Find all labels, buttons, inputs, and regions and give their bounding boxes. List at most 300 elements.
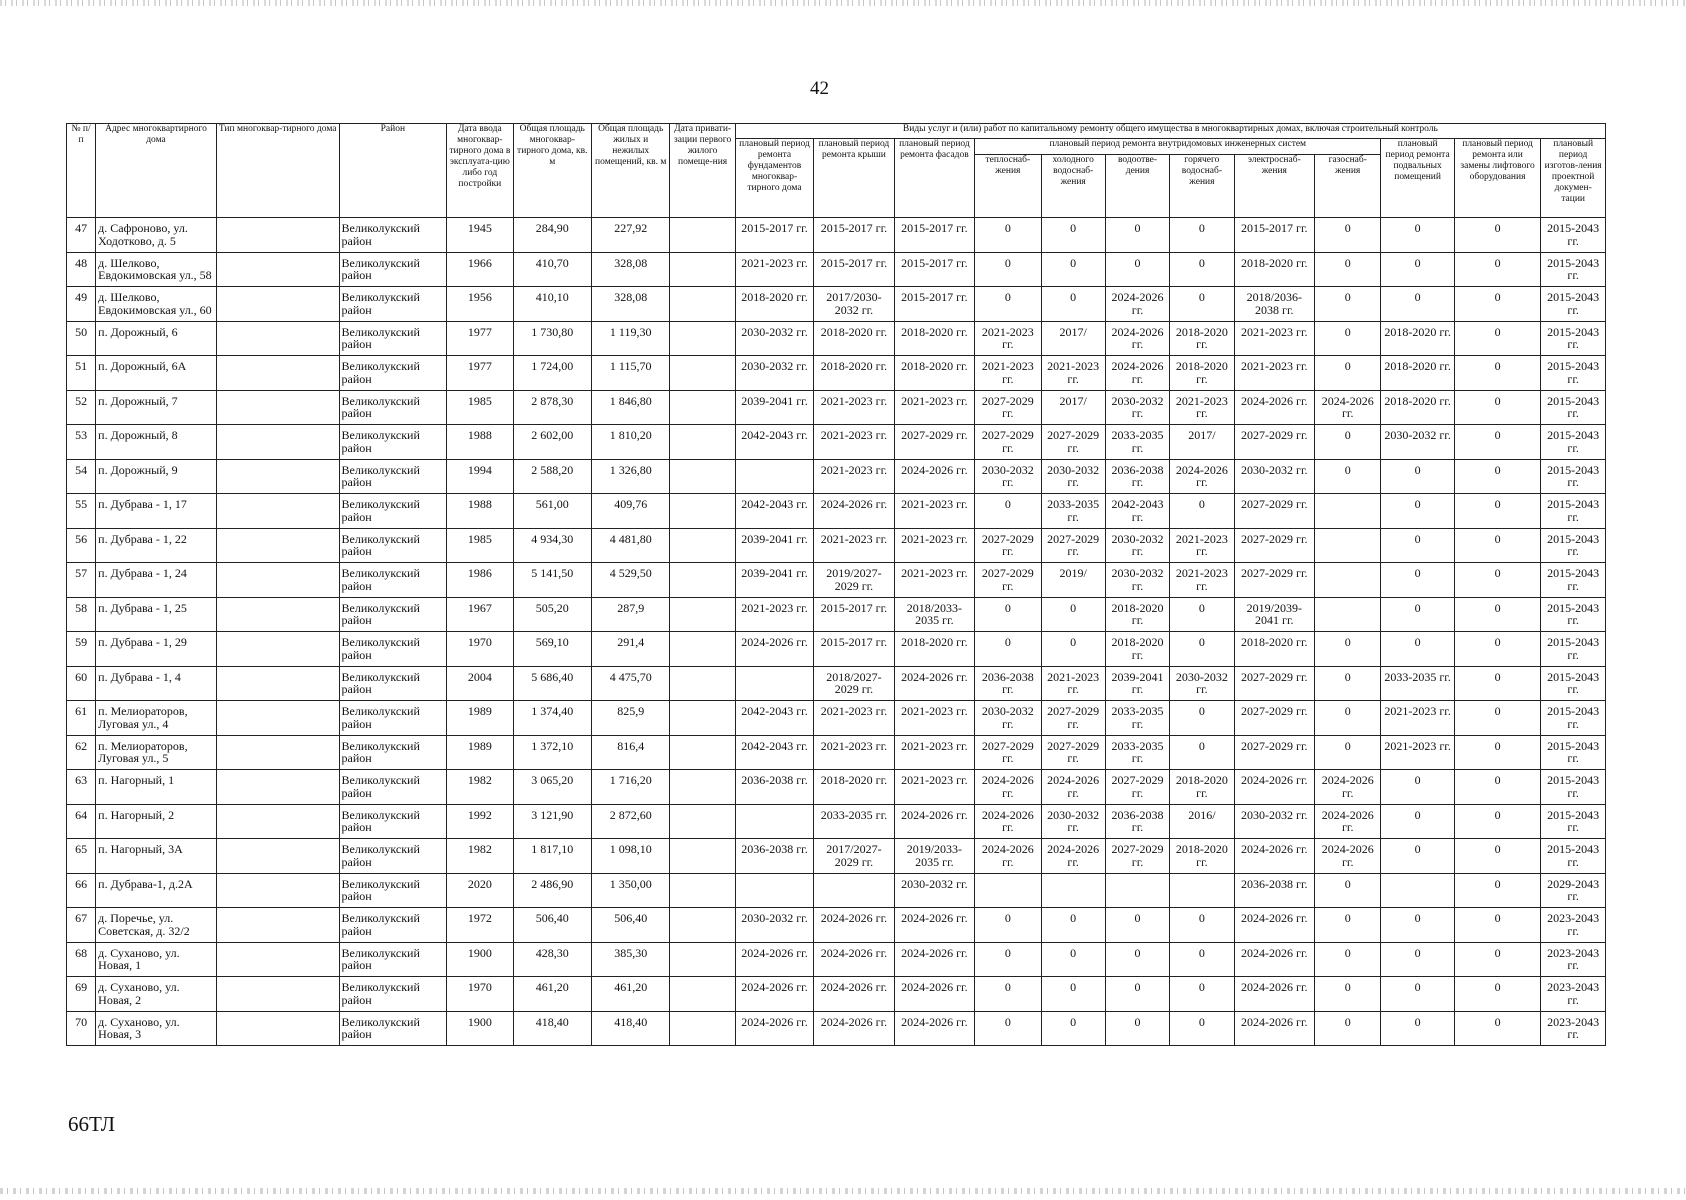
- row-basement: 0: [1381, 632, 1454, 667]
- row-basement: 2021-2023 гг.: [1381, 701, 1454, 736]
- row-cold-water: 0: [1041, 597, 1105, 632]
- row-total-area: 3 121,90: [513, 804, 591, 839]
- header-district: Район: [339, 124, 447, 218]
- row-heat-supply: 2027-2029 гг.: [975, 425, 1041, 460]
- row-elevator: 0: [1454, 356, 1540, 391]
- row-privatization: [670, 942, 735, 977]
- row-foundation: 2042-2043 гг.: [735, 701, 813, 736]
- row-num: 61: [67, 701, 96, 736]
- row-gas: 0: [1315, 666, 1381, 701]
- row-gas: 0: [1315, 218, 1381, 253]
- row-total-area: 284,90: [513, 218, 591, 253]
- row-design-docs: 2015-2043 гг.: [1541, 597, 1606, 632]
- row-house-type: [216, 252, 339, 287]
- table-row: [67, 494, 1606, 529]
- row-living-area: 287,9: [591, 597, 669, 632]
- row-electric: 2027-2029 гг.: [1234, 425, 1314, 460]
- table-row: [67, 666, 1606, 701]
- row-hot-water: 0: [1170, 632, 1234, 667]
- row-elevator: 0: [1454, 287, 1540, 322]
- row-hot-water: 0: [1170, 1011, 1234, 1046]
- row-hot-water: 2030-2032 гг.: [1170, 666, 1234, 701]
- row-facade: 2021-2023 гг.: [894, 390, 974, 425]
- table-row: [67, 977, 1606, 1012]
- row-design-docs: 2015-2043 гг.: [1541, 735, 1606, 770]
- row-foundation: 2021-2023 гг.: [735, 252, 813, 287]
- row-living-area: 1 119,30: [591, 321, 669, 356]
- row-design-docs: 2015-2043 гг.: [1541, 804, 1606, 839]
- row-house-type: [216, 528, 339, 563]
- row-electric: 2024-2026 гг.: [1234, 908, 1314, 943]
- header-elevator: плановый период ремонта или замены лифтового оборудования: [1454, 139, 1540, 218]
- row-privatization: [670, 563, 735, 598]
- row-roof: 2024-2026 гг.: [814, 908, 894, 943]
- row-foundation: 2042-2043 гг.: [735, 425, 813, 460]
- row-district: Великолукский район: [339, 321, 447, 356]
- row-heat-supply: 0: [975, 287, 1041, 322]
- row-year: 1956: [447, 287, 513, 322]
- row-heat-supply: 2021-2023 гг.: [975, 321, 1041, 356]
- row-privatization: [670, 977, 735, 1012]
- row-gas: 0: [1315, 873, 1381, 908]
- row-district: Великолукский район: [339, 218, 447, 253]
- row-year: 1970: [447, 977, 513, 1012]
- row-facade: 2021-2023 гг.: [894, 701, 974, 736]
- row-design-docs: 2015-2043 гг.: [1541, 218, 1606, 253]
- row-heat-supply: 2027-2029 гг.: [975, 735, 1041, 770]
- row-address: д. Сафроново, ул. Ходотково, д. 5: [96, 218, 217, 253]
- row-gas: 2024-2026 гг.: [1315, 390, 1381, 425]
- row-drainage: 2033-2035 гг.: [1105, 425, 1169, 460]
- row-num: 58: [67, 597, 96, 632]
- row-house-type: [216, 804, 339, 839]
- row-heat-supply: 2030-2032 гг.: [975, 701, 1041, 736]
- row-district: Великолукский район: [339, 701, 447, 736]
- row-year: 1945: [447, 218, 513, 253]
- row-address: п. Дорожный, 6: [96, 321, 217, 356]
- row-electric: 2019/2039-2041 гг.: [1234, 597, 1314, 632]
- row-elevator: 0: [1454, 252, 1540, 287]
- row-address: п. Дубрава - 1, 25: [96, 597, 217, 632]
- row-design-docs: 2015-2043 гг.: [1541, 701, 1606, 736]
- row-drainage: 2024-2026 гг.: [1105, 321, 1169, 356]
- row-electric: 2027-2029 гг.: [1234, 666, 1314, 701]
- row-address: п. Дорожный, 8: [96, 425, 217, 460]
- row-gas: 2024-2026 гг.: [1315, 839, 1381, 874]
- row-elevator: 0: [1454, 218, 1540, 253]
- row-privatization: [670, 356, 735, 391]
- row-privatization: [670, 218, 735, 253]
- row-drainage: 0: [1105, 977, 1169, 1012]
- row-elevator: 0: [1454, 666, 1540, 701]
- row-basement: 0: [1381, 942, 1454, 977]
- header-num: № п/п: [67, 124, 96, 218]
- row-num: 47: [67, 218, 96, 253]
- row-house-type: [216, 597, 339, 632]
- row-design-docs: 2015-2043 гг.: [1541, 666, 1606, 701]
- row-privatization: [670, 666, 735, 701]
- row-house-type: [216, 666, 339, 701]
- row-district: Великолукский район: [339, 494, 447, 529]
- header-privatization: Дата привати-зации первого жилого помеще-ния: [670, 124, 735, 218]
- table-row: [67, 287, 1606, 322]
- row-basement: 0: [1381, 287, 1454, 322]
- row-num: 59: [67, 632, 96, 667]
- row-facade: 2019/2033-2035 гг.: [894, 839, 974, 874]
- row-gas: 2024-2026 гг.: [1315, 804, 1381, 839]
- row-basement: 2018-2020 гг.: [1381, 390, 1454, 425]
- row-privatization: [670, 908, 735, 943]
- row-facade: 2018/2033-2035 гг.: [894, 597, 974, 632]
- row-address: п. Дубрава - 1, 29: [96, 632, 217, 667]
- row-foundation: 2036-2038 гг.: [735, 839, 813, 874]
- table-row: [67, 218, 1606, 253]
- row-electric: 2024-2026 гг.: [1234, 839, 1314, 874]
- row-roof: 2015-2017 гг.: [814, 632, 894, 667]
- row-elevator: 0: [1454, 1011, 1540, 1046]
- row-elevator: 0: [1454, 942, 1540, 977]
- row-hot-water: 0: [1170, 597, 1234, 632]
- row-gas: 0: [1315, 321, 1381, 356]
- row-district: Великолукский район: [339, 528, 447, 563]
- header-cold-water: холодного водоснаб-жения: [1041, 155, 1105, 218]
- row-house-type: [216, 425, 339, 460]
- row-year: 1985: [447, 390, 513, 425]
- row-num: 51: [67, 356, 96, 391]
- row-foundation: [735, 459, 813, 494]
- row-num: 55: [67, 494, 96, 529]
- row-year: 1982: [447, 839, 513, 874]
- row-roof: 2021-2023 гг.: [814, 390, 894, 425]
- row-living-area: 328,08: [591, 287, 669, 322]
- row-hot-water: 2024-2026 гг.: [1170, 459, 1234, 494]
- row-electric: 2027-2029 гг.: [1234, 563, 1314, 598]
- row-elevator: 0: [1454, 977, 1540, 1012]
- row-facade: 2024-2026 гг.: [894, 666, 974, 701]
- row-drainage: 0: [1105, 218, 1169, 253]
- row-roof: 2015-2017 гг.: [814, 597, 894, 632]
- row-total-area: 506,40: [513, 908, 591, 943]
- row-heat-supply: 2030-2032 гг.: [975, 459, 1041, 494]
- row-cold-water: 2030-2032 гг.: [1041, 804, 1105, 839]
- row-basement: 0: [1381, 597, 1454, 632]
- row-total-area: 2 602,00: [513, 425, 591, 460]
- row-house-type: [216, 873, 339, 908]
- row-design-docs: 2015-2043 гг.: [1541, 356, 1606, 391]
- row-facade: 2024-2026 гг.: [894, 908, 974, 943]
- table-row: [67, 632, 1606, 667]
- row-year: 1900: [447, 942, 513, 977]
- row-foundation: 2015-2017 гг.: [735, 218, 813, 253]
- row-total-area: 1 817,10: [513, 839, 591, 874]
- row-privatization: [670, 459, 735, 494]
- row-basement: 0: [1381, 1011, 1454, 1046]
- row-hot-water: 0: [1170, 701, 1234, 736]
- table-body: [67, 218, 1606, 1046]
- row-cold-water: 0: [1041, 218, 1105, 253]
- row-elevator: 0: [1454, 701, 1540, 736]
- row-year: 1989: [447, 701, 513, 736]
- row-num: 62: [67, 735, 96, 770]
- row-basement: 2018-2020 гг.: [1381, 321, 1454, 356]
- row-address: п. Мелиораторов, Луговая ул., 5: [96, 735, 217, 770]
- row-total-area: 410,70: [513, 252, 591, 287]
- row-privatization: [670, 701, 735, 736]
- row-num: 49: [67, 287, 96, 322]
- row-basement: 2030-2032 гг.: [1381, 425, 1454, 460]
- row-elevator: 0: [1454, 494, 1540, 529]
- row-house-type: [216, 735, 339, 770]
- row-year: 1986: [447, 563, 513, 598]
- row-drainage: 2030-2032 гг.: [1105, 563, 1169, 598]
- table-row: [67, 252, 1606, 287]
- row-year: 1966: [447, 252, 513, 287]
- page-number: 42: [810, 78, 829, 99]
- row-num: 57: [67, 563, 96, 598]
- row-living-area: 1 115,70: [591, 356, 669, 391]
- row-basement: 0: [1381, 494, 1454, 529]
- row-address: д. Шелково, Евдокимовская ул., 58: [96, 252, 217, 287]
- row-drainage: 2042-2043 гг.: [1105, 494, 1169, 529]
- row-drainage: 2027-2029 гг.: [1105, 839, 1169, 874]
- row-heat-supply: 0: [975, 252, 1041, 287]
- row-hot-water: 2021-2023 гг.: [1170, 390, 1234, 425]
- table-row: [67, 563, 1606, 598]
- row-drainage: 2027-2029 гг.: [1105, 770, 1169, 805]
- row-facade: 2021-2023 гг.: [894, 735, 974, 770]
- row-elevator: 0: [1454, 528, 1540, 563]
- table-row: [67, 356, 1606, 391]
- row-total-area: 418,40: [513, 1011, 591, 1046]
- row-cold-water: 2019/: [1041, 563, 1105, 598]
- row-num: 48: [67, 252, 96, 287]
- row-electric: 2027-2029 гг.: [1234, 701, 1314, 736]
- row-foundation: 2021-2023 гг.: [735, 597, 813, 632]
- row-district: Великолукский район: [339, 735, 447, 770]
- row-heat-supply: 2024-2026 гг.: [975, 770, 1041, 805]
- row-gas: 0: [1315, 287, 1381, 322]
- row-hot-water: 2017/: [1170, 425, 1234, 460]
- header-basement: плановый период ремонта подвальных помещений: [1381, 139, 1454, 218]
- row-foundation: 2039-2041 гг.: [735, 390, 813, 425]
- row-design-docs: 2015-2043 гг.: [1541, 528, 1606, 563]
- row-living-area: 816,4: [591, 735, 669, 770]
- row-num: 54: [67, 459, 96, 494]
- row-foundation: 2039-2041 гг.: [735, 528, 813, 563]
- row-gas: 0: [1315, 632, 1381, 667]
- row-total-area: 5 686,40: [513, 666, 591, 701]
- row-roof: 2018-2020 гг.: [814, 770, 894, 805]
- row-basement: 0: [1381, 528, 1454, 563]
- row-gas: 2024-2026 гг.: [1315, 770, 1381, 805]
- row-electric: 2018-2020 гг.: [1234, 632, 1314, 667]
- header-year: Дата ввода многоквар-тирного дома в эксплуата-цию либо год постройки: [447, 124, 513, 218]
- row-electric: 2015-2017 гг.: [1234, 218, 1314, 253]
- row-privatization: [670, 321, 735, 356]
- row-num: 63: [67, 770, 96, 805]
- row-hot-water: 0: [1170, 942, 1234, 977]
- row-basement: 0: [1381, 804, 1454, 839]
- row-living-area: 1 326,80: [591, 459, 669, 494]
- row-cold-water: 2027-2029 гг.: [1041, 425, 1105, 460]
- header-electric: электроснаб-жения: [1234, 155, 1314, 218]
- row-heat-supply: 0: [975, 977, 1041, 1012]
- row-address: д. Суханово, ул. Новая, 1: [96, 942, 217, 977]
- row-year: 1988: [447, 425, 513, 460]
- row-privatization: [670, 1011, 735, 1046]
- row-cold-water: 2021-2023 гг.: [1041, 356, 1105, 391]
- row-foundation: 2030-2032 гг.: [735, 908, 813, 943]
- row-cold-water: [1041, 873, 1105, 908]
- row-roof: 2018-2020 гг.: [814, 321, 894, 356]
- row-drainage: 2024-2026 гг.: [1105, 356, 1169, 391]
- table-header: [67, 124, 1606, 218]
- row-design-docs: 2015-2043 гг.: [1541, 287, 1606, 322]
- row-electric: 2024-2026 гг.: [1234, 942, 1314, 977]
- row-elevator: 0: [1454, 770, 1540, 805]
- row-heat-supply: 2021-2023 гг.: [975, 356, 1041, 391]
- row-elevator: 0: [1454, 839, 1540, 874]
- row-foundation: 2024-2026 гг.: [735, 1011, 813, 1046]
- row-basement: 0: [1381, 770, 1454, 805]
- row-heat-supply: 2027-2029 гг.: [975, 563, 1041, 598]
- row-address: п. Нагорный, 1: [96, 770, 217, 805]
- header-systems-group: плановый период ремонта внутридомовых инженерных систем: [975, 139, 1381, 155]
- row-district: Великолукский район: [339, 942, 447, 977]
- header-total-area: Общая площадь многоквар-тирного дома, кв. м: [513, 124, 591, 218]
- row-drainage: 2030-2032 гг.: [1105, 390, 1169, 425]
- row-house-type: [216, 459, 339, 494]
- table-row: [67, 942, 1606, 977]
- row-address: п. Дубрава - 1, 17: [96, 494, 217, 529]
- row-living-area: 4 529,50: [591, 563, 669, 598]
- row-house-type: [216, 356, 339, 391]
- row-drainage: 0: [1105, 1011, 1169, 1046]
- row-foundation: 2024-2026 гг.: [735, 942, 813, 977]
- row-basement: 0: [1381, 218, 1454, 253]
- row-year: 1977: [447, 356, 513, 391]
- row-privatization: [670, 287, 735, 322]
- row-hot-water: 2018-2020 гг.: [1170, 770, 1234, 805]
- row-facade: 2018-2020 гг.: [894, 321, 974, 356]
- row-roof: 2021-2023 гг.: [814, 735, 894, 770]
- row-roof: 2024-2026 гг.: [814, 1011, 894, 1046]
- row-cold-water: 0: [1041, 942, 1105, 977]
- header-drainage: водоотве-дения: [1105, 155, 1169, 218]
- header-hot-water: горячего водоснаб-жения: [1170, 155, 1234, 218]
- header-foundation: плановый период ремонта фундаментов многоквар-тирного дома: [735, 139, 813, 218]
- row-house-type: [216, 632, 339, 667]
- row-total-area: 461,20: [513, 977, 591, 1012]
- row-house-type: [216, 218, 339, 253]
- row-living-area: 1 716,20: [591, 770, 669, 805]
- row-cold-water: 2024-2026 гг.: [1041, 839, 1105, 874]
- row-num: 60: [67, 666, 96, 701]
- row-gas: 0: [1315, 459, 1381, 494]
- row-elevator: 0: [1454, 908, 1540, 943]
- row-cold-water: 2024-2026 гг.: [1041, 770, 1105, 805]
- row-foundation: [735, 666, 813, 701]
- scan-artifact-top: [0, 0, 1686, 6]
- row-address: д. Суханово, ул. Новая, 2: [96, 977, 217, 1012]
- row-facade: 2024-2026 гг.: [894, 1011, 974, 1046]
- row-design-docs: 2015-2043 гг.: [1541, 632, 1606, 667]
- row-elevator: 0: [1454, 597, 1540, 632]
- row-address: п. Дорожный, 7: [96, 390, 217, 425]
- row-privatization: [670, 839, 735, 874]
- row-facade: 2024-2026 гг.: [894, 942, 974, 977]
- row-roof: 2021-2023 гг.: [814, 701, 894, 736]
- row-facade: 2030-2032 гг.: [894, 873, 974, 908]
- header-design-docs: плановый период изготов-ления проектной докумен-тации: [1541, 139, 1606, 218]
- row-drainage: [1105, 873, 1169, 908]
- row-cold-water: 0: [1041, 977, 1105, 1012]
- row-facade: 2015-2017 гг.: [894, 252, 974, 287]
- row-district: Великолукский район: [339, 770, 447, 805]
- table-row: [67, 321, 1606, 356]
- row-total-area: 410,10: [513, 287, 591, 322]
- row-living-area: 1 846,80: [591, 390, 669, 425]
- row-privatization: [670, 873, 735, 908]
- row-district: Великолукский район: [339, 563, 447, 598]
- row-roof: [814, 873, 894, 908]
- row-foundation: 2030-2032 гг.: [735, 356, 813, 391]
- row-living-area: 1 810,20: [591, 425, 669, 460]
- row-year: 2020: [447, 873, 513, 908]
- row-elevator: 0: [1454, 632, 1540, 667]
- row-hot-water: 2018-2020 гг.: [1170, 321, 1234, 356]
- row-living-area: 2 872,60: [591, 804, 669, 839]
- row-design-docs: 2015-2043 гг.: [1541, 770, 1606, 805]
- row-heat-supply: 2036-2038 гг.: [975, 666, 1041, 701]
- row-year: 1900: [447, 1011, 513, 1046]
- row-roof: 2024-2026 гг.: [814, 977, 894, 1012]
- row-privatization: [670, 735, 735, 770]
- row-gas: 0: [1315, 1011, 1381, 1046]
- row-electric: 2030-2032 гг.: [1234, 804, 1314, 839]
- row-facade: 2024-2026 гг.: [894, 459, 974, 494]
- row-cold-water: 2027-2029 гг.: [1041, 528, 1105, 563]
- row-privatization: [670, 528, 735, 563]
- row-design-docs: 2015-2043 гг.: [1541, 425, 1606, 460]
- row-living-area: 227,92: [591, 218, 669, 253]
- row-district: Великолукский район: [339, 666, 447, 701]
- row-year: 1992: [447, 804, 513, 839]
- row-roof: 2017/2030-2032 гг.: [814, 287, 894, 322]
- row-year: 1988: [447, 494, 513, 529]
- row-electric: 2021-2023 гг.: [1234, 321, 1314, 356]
- row-drainage: 2033-2035 гг.: [1105, 701, 1169, 736]
- row-num: 56: [67, 528, 96, 563]
- row-total-area: 1 372,10: [513, 735, 591, 770]
- row-living-area: 385,30: [591, 942, 669, 977]
- table-row: [67, 1011, 1606, 1046]
- row-address: п. Дубрава-1, д.2А: [96, 873, 217, 908]
- row-electric: 2021-2023 гг.: [1234, 356, 1314, 391]
- row-foundation: [735, 804, 813, 839]
- table-row: [67, 425, 1606, 460]
- row-total-area: 505,20: [513, 597, 591, 632]
- row-hot-water: 0: [1170, 908, 1234, 943]
- row-facade: 2018-2020 гг.: [894, 632, 974, 667]
- row-house-type: [216, 977, 339, 1012]
- row-address: п. Нагорный, 2: [96, 804, 217, 839]
- table-row: [67, 873, 1606, 908]
- row-design-docs: 2015-2043 гг.: [1541, 459, 1606, 494]
- row-basement: 0: [1381, 563, 1454, 598]
- row-heat-supply: 0: [975, 494, 1041, 529]
- row-cold-water: 2021-2023 гг.: [1041, 666, 1105, 701]
